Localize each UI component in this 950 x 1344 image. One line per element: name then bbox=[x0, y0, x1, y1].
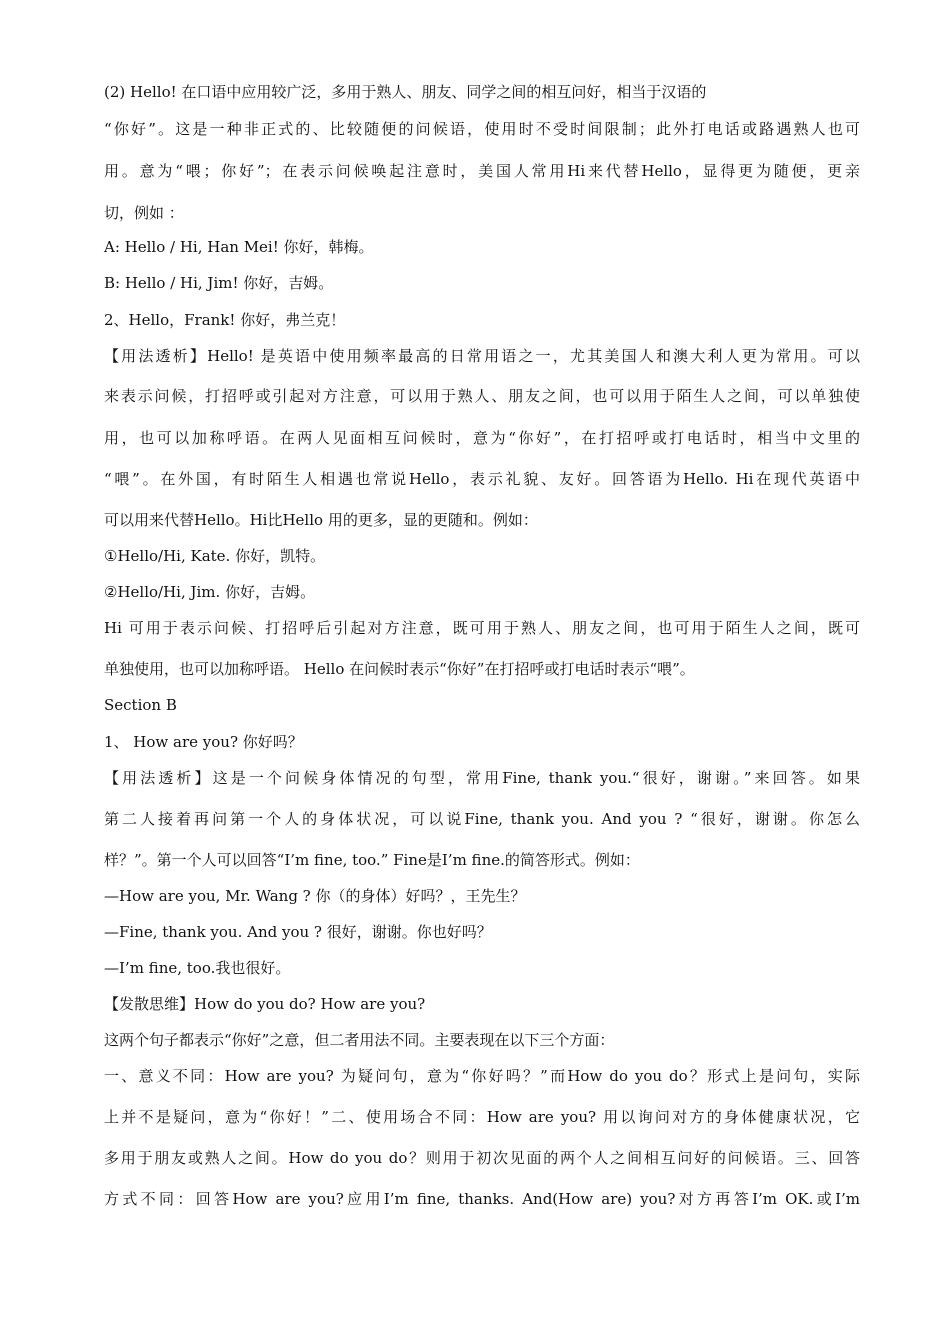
usage-analysis-line-1: 【用法透析】Hello! 是英语中使用频率最高的日常用语之一，尤其美国人和澳大利人更为常用。可以 bbox=[104, 347, 860, 365]
dialogue-line-b: B: Hello / Hi, Jim! 你好，吉姆。 bbox=[104, 274, 334, 292]
section-heading: Section B bbox=[104, 696, 177, 714]
comparison-line-2: 上并不是疑问，意为“你好！”二、使用场合不同：How are you? 用以询问对方的身体健康状况，它 bbox=[104, 1108, 860, 1126]
dialogue-line-3: —I’m fine, too.我也很好。 bbox=[104, 959, 291, 977]
dialogue-line-2: —Fine, thank you. And you ? 很好，谢谢。你也好吗？ bbox=[104, 923, 492, 941]
dialogue-line-a: A: Hello / Hi, Han Mei! 你好，韩梅。 bbox=[104, 238, 374, 256]
text-line-3: 用。意为“喂；你好”；在表示问候唤起注意时，美国人常用Hi来代替Hello，显得更为随便，更亲 bbox=[104, 162, 860, 180]
usage-analysis-b-line-1: 【用法透析】这是一个问候身体情况的句型，常用Fine, thank you.“很好，谢谢。”来回答。如果 bbox=[104, 769, 860, 787]
dialogue-line-1: —How are you, Mr. Wang ? 你（的身体）好吗？，王先生？ bbox=[104, 887, 526, 905]
text-line-2: “你好”。这是一种非正式的、比较随便的问候语，使用时不受时间限制；此外打电话或路遇熟人也可 bbox=[104, 120, 860, 138]
comparison-line-4: 方式不同：回答How are you?应用I’m fine, thanks. And(How are) you?对方再答I’m OK.或I’m bbox=[104, 1190, 860, 1208]
usage-analysis-b-line-2: 第二人接着再问第一个人的身体状况，可以说Fine, thank you. And you ? “很好，谢谢。你怎么 bbox=[104, 810, 860, 828]
example-1: ①Hello/Hi, Kate. 你好，凯特。 bbox=[104, 547, 326, 565]
comparison-line-3: 多用于朋友或熟人之间。How do you do？则用于初次见面的两个人之间相互问好的问候语。三、回答 bbox=[104, 1149, 860, 1167]
usage-analysis-b-line-3: 样？”。第一个人可以回答“I’m fine, too.” Fine是I’m fine.的简答形式。例如： bbox=[104, 851, 640, 869]
example-2: ②Hello/Hi, Jim. 你好，吉姆。 bbox=[104, 583, 316, 601]
item-heading-1: 1、 How are you? 你好吗？ bbox=[104, 733, 303, 751]
usage-analysis-line-5: 可以用来代替Hello。Hi比Hello 用的更多，显的更随和。例如： bbox=[104, 511, 538, 529]
item-heading-2: 2、Hello，Frank! 你好，弗兰克！ bbox=[104, 311, 346, 329]
hi-note-line-2: 单独使用，也可以加称呼语。 Hello 在问候时表示“你好”在打招呼或打电话时表示“喂”。 bbox=[104, 660, 695, 678]
usage-analysis-line-2: 来表示问候，打招呼或引起对方注意，可以用于熟人、朋友之间，也可以用于陌生人之间，可以单独使 bbox=[104, 387, 860, 405]
comparison-line-1: 一、意义不同：How are you? 为疑问句，意为“你好吗？”而How do you do？形式上是问句，实际 bbox=[104, 1067, 860, 1085]
hi-note-line-1: Hi 可用于表示问候、打招呼后引起对方注意，既可用于熟人、朋友之间，也可用于陌生人之间，既可 bbox=[104, 619, 860, 637]
text-line-1: (2) Hello! 在口语中应用较广泛，多用于熟人、朋友、同学之间的相互问好，相当于汉语的 bbox=[104, 83, 707, 101]
usage-analysis-line-3: 用，也可以加称呼语。在两人见面相互问候时，意为“你好”，在打招呼或打电话时，相当中文里的 bbox=[104, 429, 860, 447]
divergent-thinking-heading: 【发散思维】How do you do? How are you? bbox=[104, 995, 426, 1013]
comparison-intro: 这两个句子都表示“你好”之意，但二者用法不同。主要表现在以下三个方面： bbox=[104, 1031, 615, 1049]
usage-analysis-line-4: “喂”。在外国，有时陌生人相遇也常说Hello，表示礼貌、友好。回答语为Hello. Hi在现代英语中 bbox=[104, 470, 860, 488]
text-line-4: 切，例如 ： bbox=[104, 204, 184, 222]
